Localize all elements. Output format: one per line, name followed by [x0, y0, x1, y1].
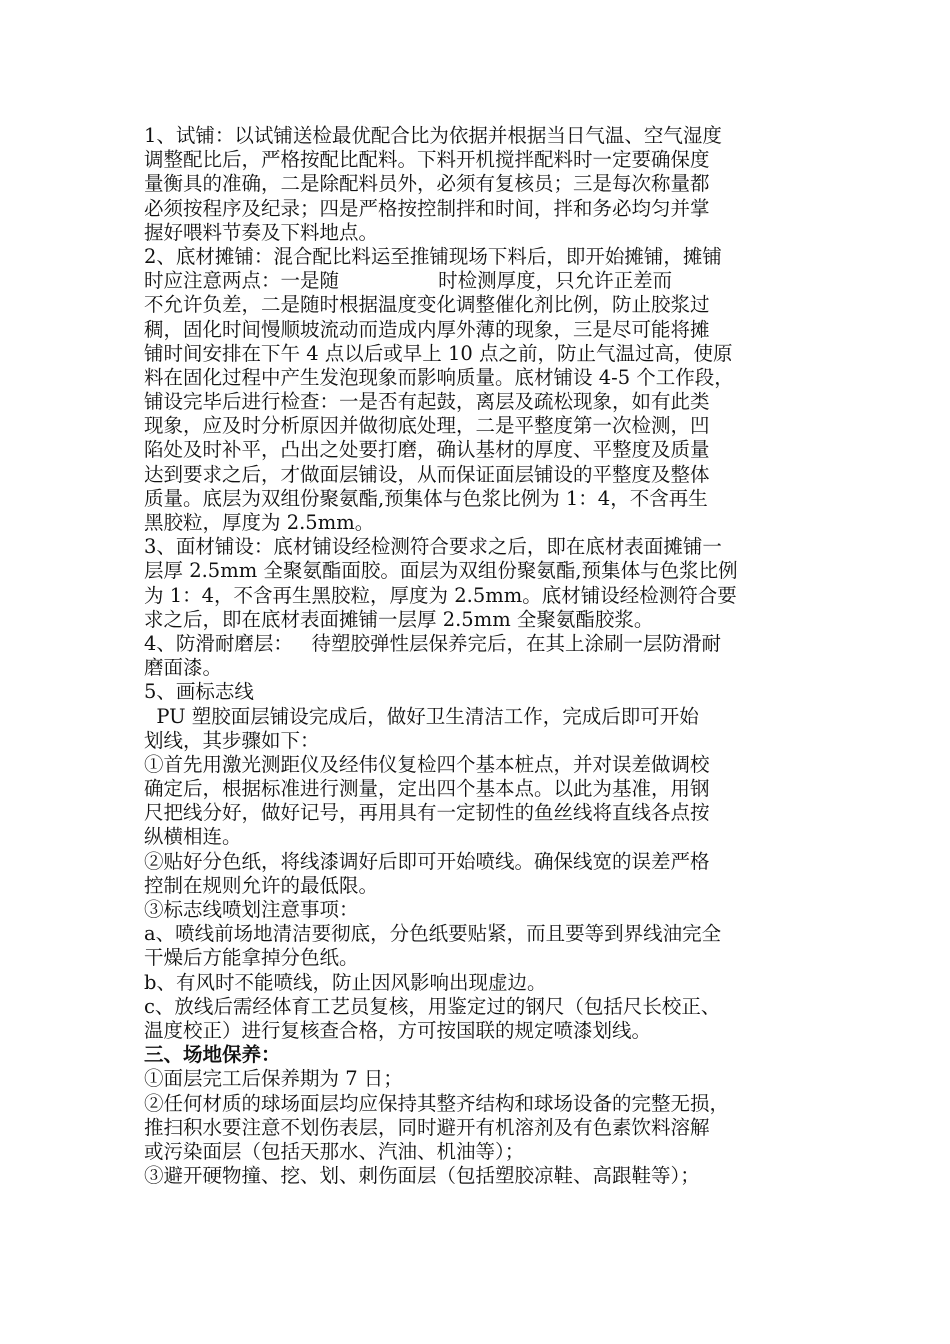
text-line: 不允许负差，二是随时根据温度变化调整催化剂比例，防止胶浆过 — [144, 293, 710, 317]
text-line: 必须按程序及纪录；四是严格按控制拌和时间，拌和务必均匀并掌 — [144, 196, 710, 220]
text-line: 料在固化过程中产生发泡现象而影响质量。底材铺设 4-5 个工作段， — [144, 365, 734, 389]
text-line: 陷处及时补平，凸出之处要打磨，确认基材的厚度、平整度及质量 — [144, 438, 710, 462]
text-line: ①首先用激光测距仪及经伟仪复检四个基本桩点，并对误差做调校 — [144, 752, 710, 776]
text-line: 尺把线分好，做好记号，再用具有一定韧性的鱼丝线将直线各点按 — [144, 801, 710, 825]
text-line: b、有风时不能喷线，防止因风影响出现虚边。 — [144, 970, 547, 994]
text-line: 确定后，根据标准进行测量，定出四个基本点。以此为基准，用钢 — [144, 777, 710, 801]
text-line: 纵横相连。 — [144, 825, 242, 849]
text-line: 5、画标志线 — [144, 680, 254, 704]
text-line: 1、试铺：以试铺送检最优配合比为依据并根据当日气温、空气湿度 — [144, 124, 722, 147]
text-line: 3、面材铺设：底材铺设经检测符合要求之后，即在底材表面摊铺一 — [144, 535, 722, 559]
section-heading: 三、场地保养： — [144, 1043, 281, 1067]
text-line: PU 塑胶面层铺设完成后，做好卫生清洁工作，完成后即可开始 — [144, 704, 699, 728]
text-line: ①面层完工后保养期为 7 日； — [144, 1067, 403, 1091]
text-line: 铺时间安排在下午 4 点以后或早上 10 点之前，防止气温过高，使原 — [144, 341, 733, 365]
text-line: 磨面漆。 — [144, 656, 223, 680]
text-line: 时应注意两点：一是随 时检测厚度，只允许正差而 — [144, 269, 673, 293]
document-page — [144, 124, 824, 1188]
text-line: ②任何材质的球场面层均应保持其整齐结构和球场设备的完整无损， — [144, 1091, 730, 1115]
text-line: 达到要求之后，才做面层铺设，从而保证面层铺设的平整度及整体 — [144, 462, 710, 486]
text-line: 层厚 2.5mm 全聚氨酯面胶。面层为双组份聚氨酯,预集体与色浆比例 — [144, 559, 738, 583]
text-line: 现象，应及时分析原因并做彻底处理，二是平整度第一次检测，凹 — [144, 414, 710, 438]
text-line: 铺设完毕后进行检查：一是否有起鼓，离层及疏松现象，如有此类 — [144, 390, 710, 414]
text-line: c、放线后需经体育工艺员复核，用鉴定过的钢尺（包括尺长校正、 — [144, 994, 721, 1018]
text-line: ③避开硬物撞、挖、划、刺伤面层（包括塑胶凉鞋、高跟鞋等）； — [144, 1164, 700, 1188]
text-line: 稠，固化时间慢顺坡流动而造成内厚外薄的现象，三是尽可能将摊 — [144, 317, 710, 341]
text-line: 干燥后方能拿掉分色纸。 — [144, 946, 359, 970]
text-line: ②贴好分色纸，将线漆调好后即可开始喷线。确保线宽的误差严格 — [144, 849, 710, 873]
text-line: 4、防滑耐磨层： 待塑胶弹性层保养完后，在其上涂刷一层防滑耐 — [144, 631, 722, 655]
text-line: a、喷线前场地清洁要彻底，分色纸要贴紧，而且要等到界线油完全 — [144, 922, 722, 946]
text-line: 黑胶粒，厚度为 2.5mm。 — [144, 511, 375, 534]
text-line: 质量。底层为双组份聚氨酯,预集体与色浆比例为 1：4，不含再生 — [144, 486, 708, 510]
text-line: 划线，其步骤如下： — [144, 728, 320, 752]
text-line: 调整配比后，严格按配比配料。下料开机搅拌配料时一定要确保度 — [144, 148, 710, 172]
text-line: 推扫积水要注意不划伤表层，同时避开有机溶剂及有色素饮料溶解 — [144, 1115, 710, 1139]
text-line: 2、底材摊铺：混合配比料运至推铺现场下料后，即开始摊铺，摊铺 — [144, 244, 722, 268]
text-line: ③标志线喷划注意事项： — [144, 898, 359, 921]
text-line: 或污染面层（包括天那水、汽油、机油等）； — [144, 1139, 525, 1163]
text-line: 为 1：4，不含再生黑胶粒，厚度为 2.5mm。底材铺设经检测符合要 — [144, 583, 737, 607]
text-line: 量衡具的准确，二是除配料员外，必须有复核员；三是每次称量都 — [144, 172, 710, 196]
text-line: 握好喂料节奏及下料地点。 — [144, 220, 379, 244]
text-line: 求之后，即在底材表面摊铺一层厚 2.5mm 全聚氨酯胶浆。 — [144, 607, 654, 631]
text-line: 控制在规则允许的最低限。 — [144, 873, 379, 897]
text-line: 温度校正）进行复核查合格，方可按国联的规定喷漆划线。 — [144, 1018, 652, 1042]
